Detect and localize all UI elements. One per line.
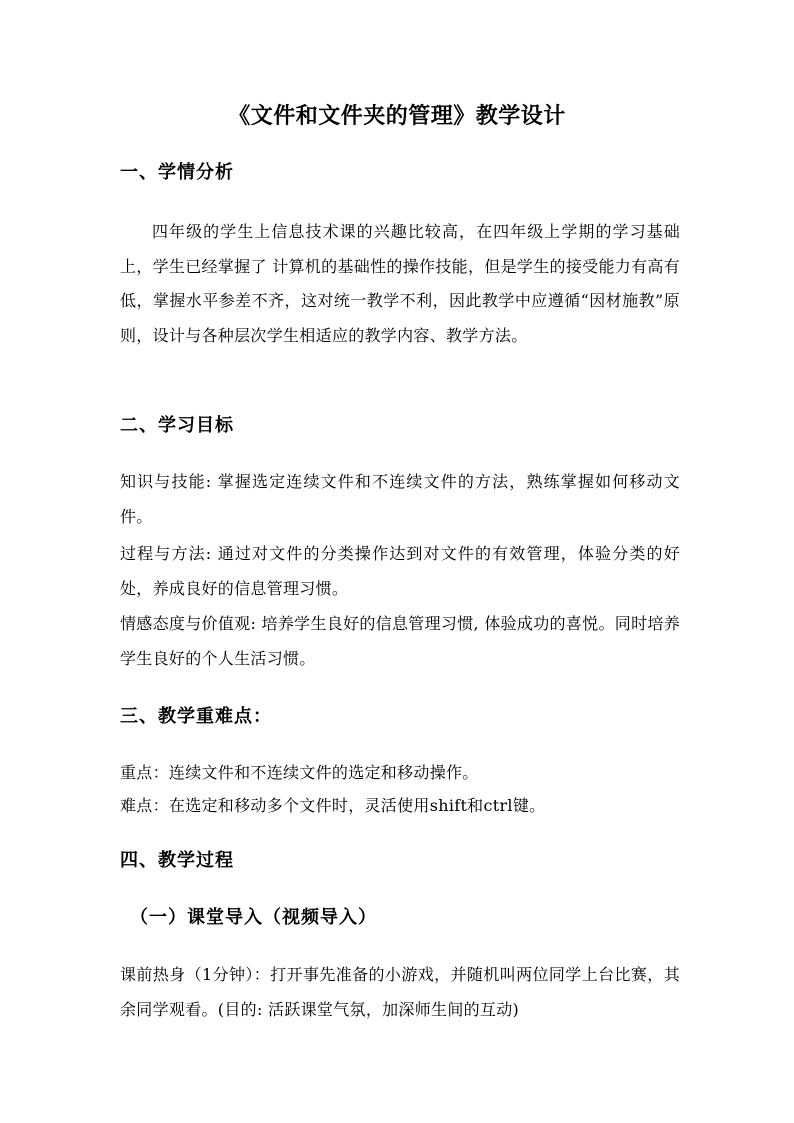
section-heading-goals: 二、学习目标 <box>120 415 234 436</box>
goal-attitude: 情感态度与价值观: 培养学生良好的信息管理习惯, 体验成功的喜悦。同时培养学生良好的个人生活习惯。 <box>120 614 680 668</box>
keypoint-key: 重点：连续文件和不连续文件的选定和移动操作。 <box>120 763 479 782</box>
goal-process: 过程与方法: 通过对文件的分类操作达到对文件的有效管理，体验分类的好处，养成良好的信息管理习惯。 <box>120 544 680 598</box>
section-heading-keypoints: 三、教学重难点： <box>120 706 272 727</box>
section-heading-analysis: 一、学情分析 <box>120 162 234 183</box>
analysis-paragraph: 四年级的学生上信息技术课的兴趣比较高，在四年级上学期的学习基础上，学生已经掌握了 计算机的基础性的操作技能，但是学生的接受能力有高有低，掌握水平参差不齐，这对统一教学不利，因此教学中应遵循“因材施教”原则，设计与各种层次学生相适应的教学内容、教学方法。 <box>120 222 680 345</box>
goal-knowledge: 知识与技能: 掌握选定连续文件和不连续文件的方法，熟练掌握如何移动文件。 <box>120 472 680 526</box>
section-heading-process: 四、教学过程 <box>120 850 234 871</box>
subsection-heading-intro: （一）课堂导入（视频导入） <box>130 907 377 928</box>
process-warmup: 课前热身（1分钟）：打开事先准备的小游戏，并随机叫两位同学上台比赛，其余同学观看。(目的: 活跃课堂气氛，加深师生间的互动) <box>120 965 680 1019</box>
document-title: 《文件和文件夹的管理》教学设计 <box>228 103 566 129</box>
keypoint-difficult: 难点：在选定和移动多个文件时，灵活使用shift和ctrl键。 <box>120 796 546 815</box>
